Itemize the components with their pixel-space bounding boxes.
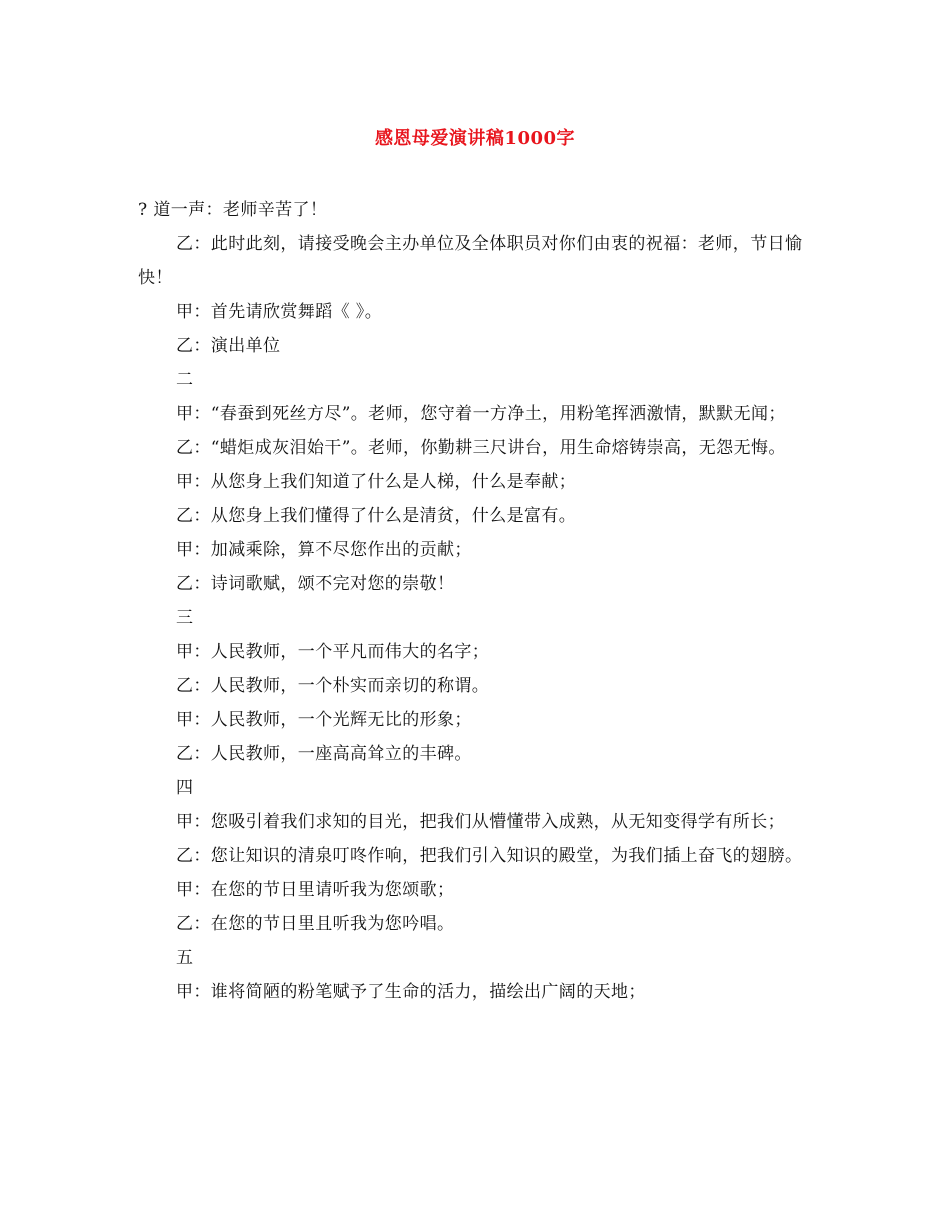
paragraph: 甲：“春蚕到死丝方尽”。老师，您守着一方净土，用粉笔挥洒激情，默默无闻； [176,404,786,424]
paragraph: 乙：您让知识的清泉叮咚作响，把我们引入知识的殿堂，为我们插上奋飞的翅膀。 [176,846,803,866]
document-title: 感恩母爱演讲稿1000字 [374,128,576,149]
paragraph: 甲：在您的节日里请听我为您颂歌； [176,880,455,900]
paragraph: 乙：此时此刻，请接受晚会主办单位及全体职员对你们由衷的祝福：老师，节日愉快！ [138,234,803,288]
paragraph: 甲：人民教师，一个光辉无比的形象； [176,710,472,730]
paragraph: 四 [176,778,194,798]
paragraph: 甲：加减乘除，算不尽您作出的贡献； [176,540,472,560]
paragraph: 甲：您吸引着我们求知的目光，把我们从懵懂带入成熟，从无知变得学有所长； [176,812,785,832]
paragraph: 三 [176,608,194,628]
paragraph: 乙：人民教师，一座高高耸立的丰碑。 [176,744,472,764]
document-body [138,193,818,1009]
paragraph: 甲：首先请欣赏舞蹈《 》。 [176,302,383,322]
paragraph: ? 道一声：老师辛苦了！ [138,200,328,220]
paragraph: 乙：人民教师，一个朴实而亲切的称谓。 [176,676,490,696]
paragraph: 甲：谁将简陋的粉笔赋予了生命的活力，描绘出广阔的天地； [176,982,646,1002]
paragraph: 甲：人民教师，一个平凡而伟大的名字； [176,642,490,662]
paragraph: 甲：从您身上我们知道了什么是人梯，什么是奉献； [176,472,577,492]
paragraph: 乙：“蜡炬成灰泪始干”。老师，你勤耕三尺讲台，用生命熔铸崇高，无怨无悔。 [176,438,786,458]
paragraph: 乙：从您身上我们懂得了什么是清贫，什么是富有。 [176,506,577,526]
paragraph: 乙：诗词歌赋，颂不完对您的崇敬！ [176,574,455,594]
paragraph: 乙：演出单位 [176,336,281,356]
paragraph: 二 [176,370,194,390]
paragraph: 乙：在您的节日里且听我为您吟唱。 [176,914,455,934]
paragraph: 五 [176,948,194,968]
